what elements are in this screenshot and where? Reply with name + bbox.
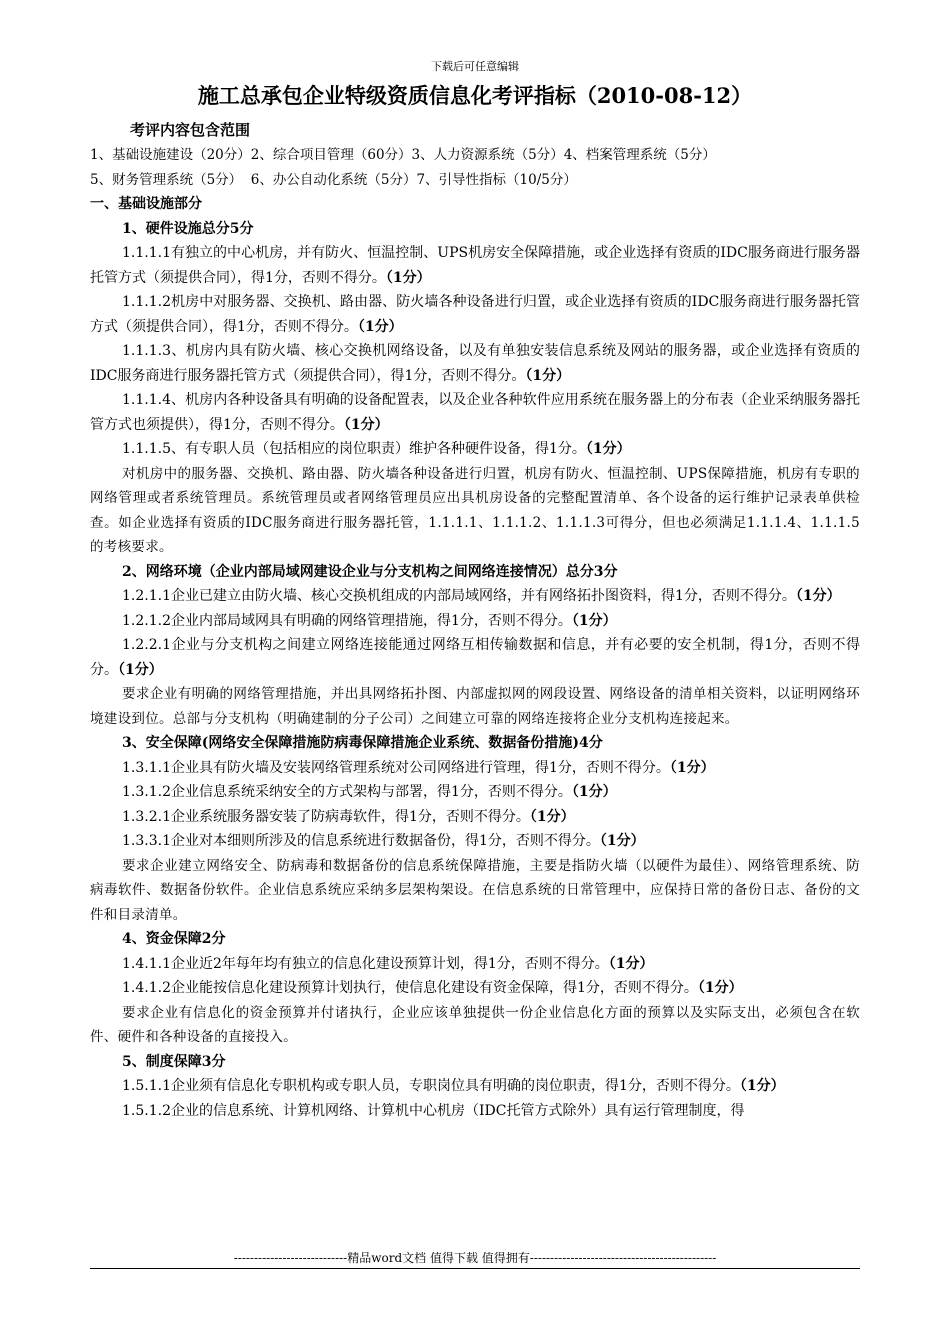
items-funding <box>90 952 860 1001</box>
criterion-text: 1.3.3.1企业对本细则所涉及的信息系统进行数据备份，得1分，否则不得分。 <box>122 833 600 849</box>
section-heading-infrastructure: 一、基础设施部分 <box>90 196 202 212</box>
criterion-text: 1.1.1.3、机房内具有防火墙、核心交换机网络设备，以及有单独安装信息系统及网站的服务器，或企业选择有资质的IDC服务商进行服务器托管方式（须提供合同），得1分，否则不得分。 <box>90 343 860 384</box>
criterion-item <box>90 437 860 462</box>
scope-line-2: 5、财务管理系统（5分） 6、办公自动化系统（5分）7、引导性指标（10/5分） <box>90 171 577 188</box>
criterion-score: （1分） <box>585 441 631 457</box>
items-policy <box>90 1074 860 1123</box>
criterion-text: 1.5.1.2企业的信息系统、计算机网络、计算机中心机房（IDC托管方式除外）具有运行管理制度，得 <box>122 1102 745 1119</box>
criterion-text: 1.1.1.4、机房内各种设备具有明确的设备配置表，以及企业各种软件应用系统在服务器上的分布表（企业采纳服务器托管方式也须提供），得1分，否则不得分。 <box>90 392 860 433</box>
requirement-funding: 要求企业有信息化的资金预算并付诸执行，企业应该单独提供一份企业信息化方面的预算以及实际支出，必须包含在软件、硬件和各种设备的直接投入。 <box>90 1004 860 1045</box>
criterion-item <box>90 756 860 781</box>
header-note: 下载后可任意编辑 <box>431 60 519 73</box>
criterion-text: 1.3.2.1企业系统服务器安装了防病毒软件，得1分，否则不得分。 <box>122 808 530 825</box>
items-network <box>90 584 860 682</box>
criterion-item <box>90 780 860 805</box>
criterion-text: 1.4.1.1企业近2年每年均有独立的信息化建设预算计划，得1分，否则不得分。 <box>122 955 609 972</box>
criterion-item <box>90 339 860 388</box>
criterion-item <box>90 609 860 634</box>
criterion-item <box>90 829 860 854</box>
criterion-score: （1分） <box>385 269 431 286</box>
criterion-text: 1.2.1.2企业内部局域网具有明确的网络管理措施，得1分，否则不得分。 <box>122 612 572 629</box>
criterion-item <box>90 290 860 339</box>
subsection-network-heading: 2、网络环境（企业内部局域网建设企业与分支机构之间网络连接情况）总分3分 <box>122 563 618 580</box>
footer-note: ----------------------------精品word文档 值得下载 值得拥有---------------------------------------------- <box>233 1251 717 1265</box>
criterion-item <box>90 1099 860 1124</box>
criterion-score: （1分） <box>608 955 654 972</box>
criterion-item <box>90 633 860 682</box>
criterion-score: （1分） <box>357 318 403 335</box>
criterion-item <box>90 976 860 1001</box>
items-security <box>90 756 860 854</box>
subsection-policy-heading: 5、制度保障3分 <box>122 1053 226 1070</box>
criterion-score: （1分） <box>529 808 575 825</box>
criterion-score: （1分） <box>669 759 715 776</box>
items-hardware <box>90 241 860 462</box>
criterion-text: 1.1.1.5、有专职人员（包括相应的岗位职责）维护各种硬件设备，得1分。 <box>122 441 586 457</box>
footer-divider <box>90 1268 860 1269</box>
criterion-text: 1.5.1.1企业须有信息化专职机构或专职人员，专职岗位具有明确的岗位职责，得1分，否则不得分。 <box>122 1078 740 1094</box>
criterion-text: 1.3.1.2企业信息系统采纳安全的方式架构与部署，得1分，否则不得分。 <box>122 784 572 800</box>
subsection-funding-heading: 4、资金保障2分 <box>122 931 226 947</box>
criterion-item <box>90 952 860 977</box>
criterion-text: 1.3.1.1企业具有防火墙及安装网络管理系统对公司网络进行管理，得1分，否则不得分。 <box>122 759 670 776</box>
criterion-score: （1分） <box>343 416 389 433</box>
criterion-text: 1.1.1.2机房中对服务器、交换机、路由器、防火墙各种设备进行归置，或企业选择有资质的IDC服务商进行服务器托管方式（须提供合同），得1分，否则不得分。 <box>90 294 860 335</box>
criterion-item <box>90 241 860 290</box>
criterion-item <box>90 584 860 609</box>
criterion-item <box>90 1074 860 1099</box>
criterion-text: 1.1.1.1有独立的中心机房，并有防火、恒温控制、UPS机房安全保障措施，或企业选择有资质的IDC服务商进行服务器托管方式（须提供合同），得1分，否则不得分。 <box>90 245 860 286</box>
document-title: 施工总承包企业特级资质信息化考评指标（2010-08-12） <box>197 83 753 108</box>
criterion-score: （1分） <box>118 661 163 678</box>
subsection-hardware-heading: 1、硬件设施总分5分 <box>122 220 254 237</box>
criterion-score: （1分） <box>599 833 645 849</box>
requirement-security: 要求企业建立网络安全、防病毒和数据备份的信息系统保障措施，主要是指防火墙（以硬件为最佳）、网络管理系统、防病毒软件、数据备份软件。企业信息系统应采纳多层架构架设。在信息系统的日常管理中，应保持日常的备份日志、备份的文件和目录清单。 <box>90 857 860 923</box>
criterion-score: （1分） <box>697 980 743 996</box>
criterion-score: （1分） <box>795 588 841 604</box>
subsection-security-heading: 3、安全保障(网络安全保障措施防病毒保障措施企业系统、数据备份措施)4分 <box>122 735 603 751</box>
criterion-item <box>90 388 860 437</box>
criterion-score: （1分） <box>571 612 617 629</box>
criterion-text: 1.2.2.1企业与分支机构之间建立网络连接能通过网络互相传输数据和信息，并有必要的安全机制，得1分，否则不得分。 <box>90 637 860 678</box>
criterion-score: （1分） <box>739 1078 785 1094</box>
criterion-score: （1分） <box>571 784 617 800</box>
requirement-network: 要求企业有明确的网络管理措施，并出具网络拓扑图、内部虚拟网的网段设置、网络设备的清单相关资料，以证明网络环境建设到位。总部与分支机构（明确建制的分子公司）之间建立可靠的网络连接将企业分支机构连接起来。 <box>90 686 860 727</box>
scope-line-1: 1、基础设施建设（20分）2、综合项目管理（60分）3、人力资源系统（5分）4、档案管理系统（5分） <box>90 147 716 163</box>
criterion-item <box>90 805 860 830</box>
criterion-score: （1分） <box>525 367 571 384</box>
criterion-text: 1.2.1.1企业已建立由防火墙、核心交换机组成的内部局域网络，并有网络拓扑图资料，得1分，否则不得分。 <box>122 588 796 604</box>
criterion-text: 1.4.1.2企业能按信息化建设预算计划执行，使信息化建设有资金保障，得1分，否则不得分。 <box>122 980 698 996</box>
requirement-hardware: 对机房中的服务器、交换机、路由器、防火墙各种设备进行归置，机房有防火、恒温控制、UPS保障措施，机房有专职的网络管理或者系统管理员。系统管理员或者网络管理员应出具机房设备的完整配置清单、各个设备的运行维护记录表单供检查。如企业选择有资质的IDC服务商进行服务器托管，1.1.1.1、1.1.1.2、1.1.1.3可得分，但也必须满足1.1.1.4、1.1.1.5的考核要求。 <box>90 465 860 555</box>
scope-heading: 考评内容包含范围 <box>130 121 251 139</box>
